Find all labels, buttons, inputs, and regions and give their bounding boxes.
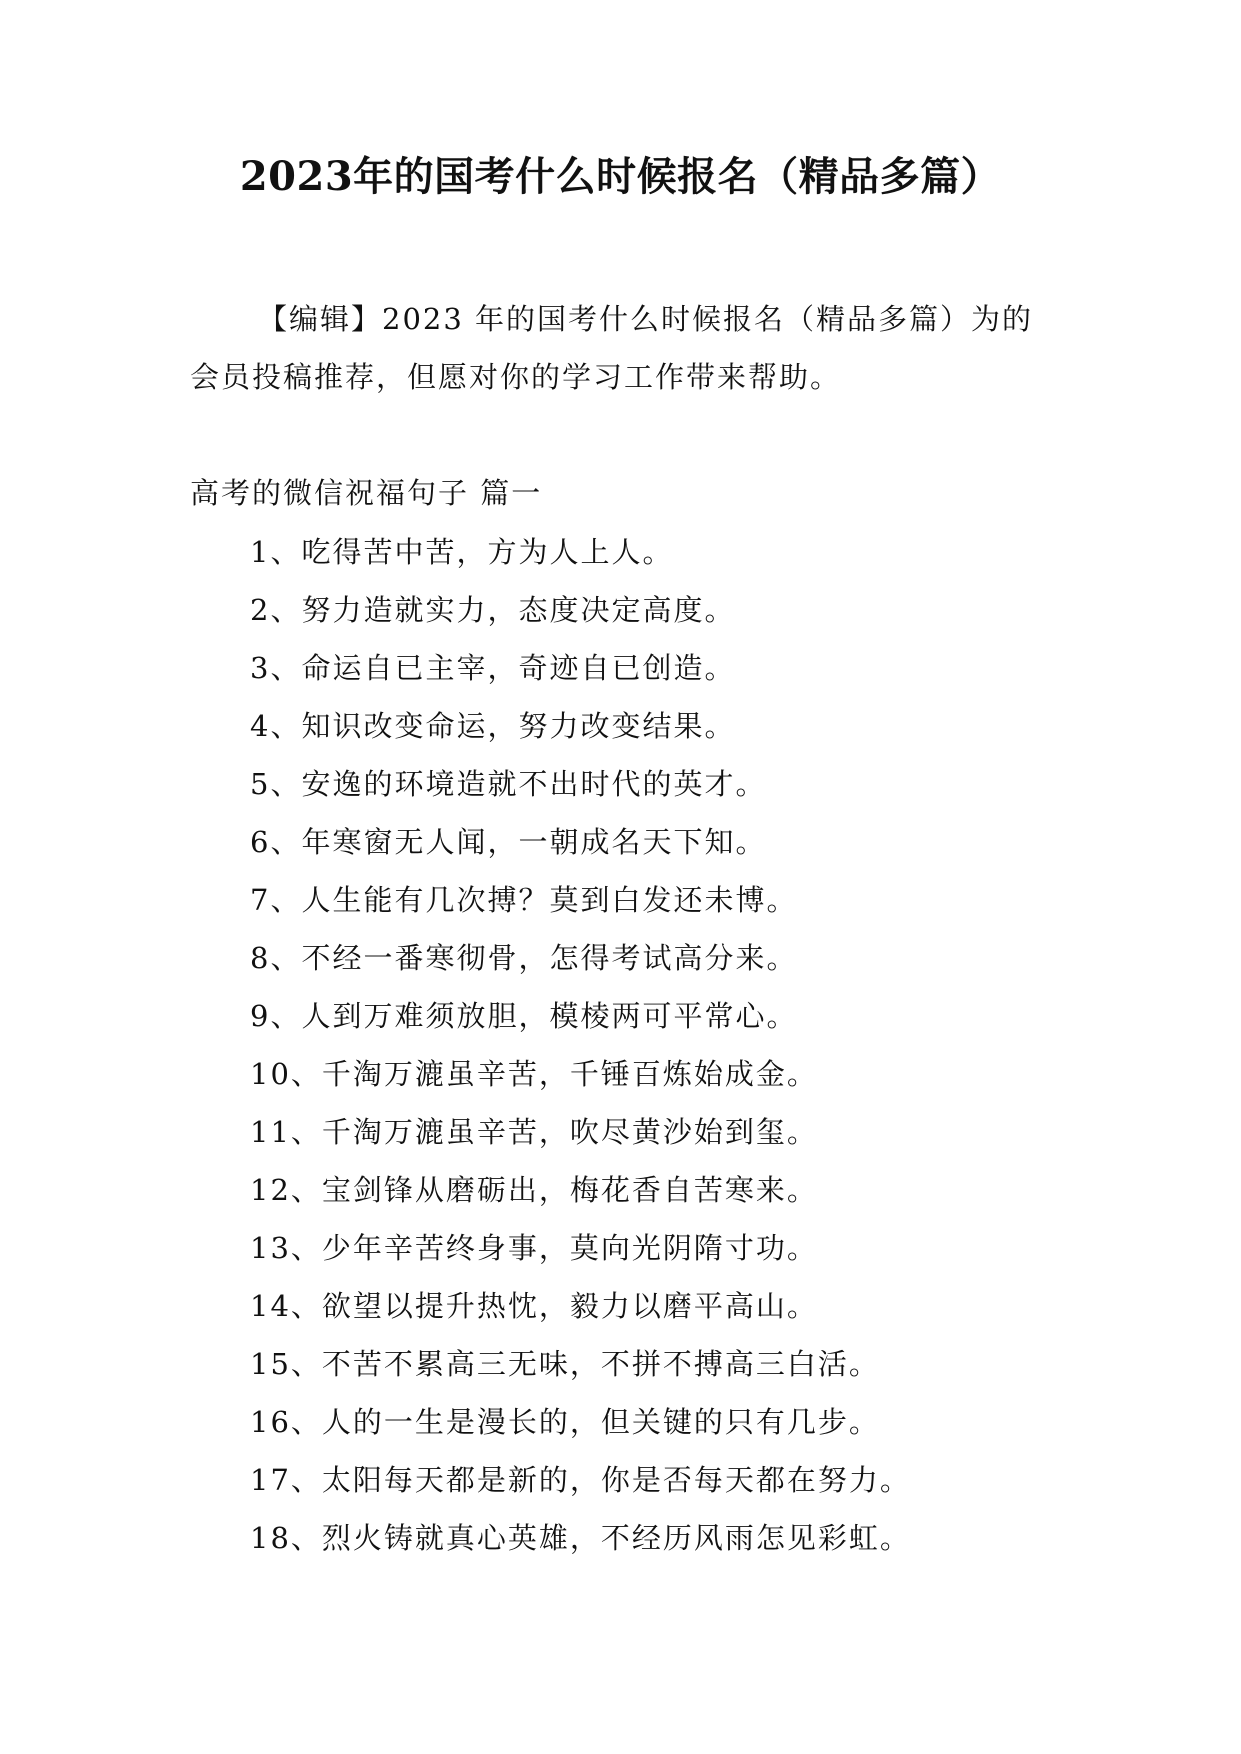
quote-item: 12、宝剑锋从磨砺出，梅花香自苦寒来。 bbox=[250, 1173, 818, 1207]
quote-item: 15、不苦不累高三无味，不拼不搏高三白活。 bbox=[250, 1347, 880, 1381]
quote-item: 10、千淘万漉虽辛苦，千锤百炼始成金。 bbox=[250, 1057, 818, 1091]
quote-item: 6、年寒窗无人闻，一朝成名天下知。 bbox=[250, 825, 767, 859]
quote-item: 11、千淘万漉虽辛苦，吹尽黄沙始到玺。 bbox=[250, 1115, 818, 1149]
quote-item: 13、少年辛苦终身事，莫向光阴隋寸功。 bbox=[250, 1231, 818, 1265]
quote-item: 7、人生能有几次搏？莫到白发还未博。 bbox=[250, 883, 798, 917]
quote-item: 1、吃得苦中苦，方为人上人。 bbox=[250, 535, 674, 569]
section-heading: 高考的微信祝福句子 篇一 bbox=[190, 476, 543, 510]
quote-item: 3、命运自已主宰，奇迹自已创造。 bbox=[250, 651, 736, 685]
quote-item: 16、人的一生是漫长的，但关键的只有几步。 bbox=[250, 1405, 880, 1439]
intro-line: 会员投稿推荐，但愿对你的学习工作带来帮助。 bbox=[190, 360, 842, 394]
quote-item: 4、知识改变命运，努力改变结果。 bbox=[250, 709, 736, 743]
document-title: 2023年的国考什么时候报名（精品多篇） bbox=[239, 153, 1002, 200]
quote-item: 18、烈火铸就真心英雄，不经历风雨怎见彩虹。 bbox=[250, 1521, 911, 1555]
quote-item: 9、人到万难须放胆，模棱两可平常心。 bbox=[250, 999, 798, 1033]
quote-item: 14、欲望以提升热忱，毅力以磨平高山。 bbox=[250, 1289, 818, 1323]
intro-line: 【编辑】2023 年的国考什么时候报名（精品多篇）为的 bbox=[258, 302, 1034, 336]
quote-item: 2、努力造就实力，态度决定高度。 bbox=[250, 593, 736, 627]
quote-item: 8、不经一番寒彻骨，怎得考试高分来。 bbox=[250, 941, 798, 975]
intro-paragraph bbox=[190, 290, 1060, 406]
quote-item: 5、安逸的环境造就不出时代的英才。 bbox=[250, 767, 767, 801]
quote-list bbox=[250, 523, 911, 1567]
quote-item: 17、太阳每天都是新的，你是否每天都在努力。 bbox=[250, 1463, 911, 1497]
